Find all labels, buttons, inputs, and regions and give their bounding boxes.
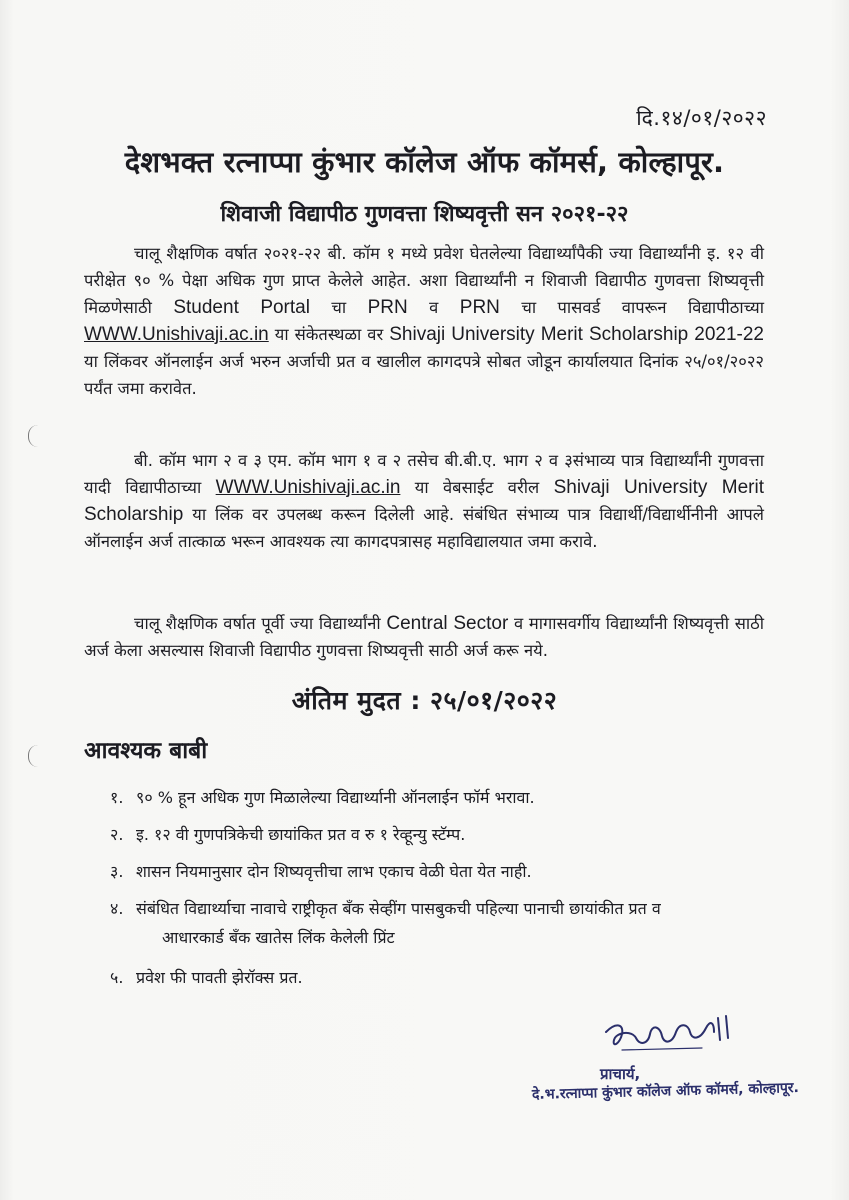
principal-signature: [602, 1010, 752, 1060]
prn-term: PRN: [367, 297, 408, 318]
p2-text-2: या वेबसाईट वरील: [400, 478, 554, 497]
list-item-text: प्रवेश फी पावती झेरॉक्स प्रत.: [136, 968, 303, 987]
paragraph-eligibility: [84, 240, 764, 402]
scheme-title: शिवाजी विद्यापीठ गुणवत्ता शिष्यवृत्ती सन २०२१-२२: [220, 202, 629, 227]
list-item-text: शासन नियमानुसार दोन शिष्यवृत्तीचा लाभ एकाच वेळी घेता येत नाही.: [136, 862, 532, 881]
deadline-notice: अंतिम मुदत : २५/०१/२०२२: [291, 686, 558, 715]
p1-text-2: चा: [309, 298, 368, 317]
university-website-link[interactable]: WWW.Unishivaji.ac.in: [84, 324, 269, 345]
list-item-number: २.: [110, 825, 124, 844]
margin-bracket-mark: [28, 425, 39, 447]
university-website-link[interactable]: WWW.Unishivaji.ac.in: [215, 477, 401, 498]
list-item: [110, 965, 790, 991]
central-sector-term: Central Sector: [386, 613, 509, 634]
p1-text-1: चालू शैक्षणिक वर्षात २०२१-२२ बी. कॉम १ मध्ये प्रवेश घेतलेल्या विद्यार्थ्यांपैकी ज्या विद्यार्थ्यांनी इ. १२ वी परीक्षेत ९० % पेक्षा अधिक गुण प्राप्त केलेले आहेत. अशा विद्यार्थ्यांनी न शिवाजी विद्यापीठ गुणवत्ता शिष्यवृत्ती मिळणेसाठी: [84, 244, 764, 317]
list-item-number: ४.: [110, 899, 124, 918]
p1-text-3: व: [407, 298, 460, 317]
margin-bracket-mark: [28, 745, 39, 767]
p3-text-1: चालू शैक्षणिक वर्षात पूर्वी ज्या विद्यार्थ्यांनी: [134, 614, 387, 633]
list-item: [110, 859, 790, 885]
list-item-number: ५.: [110, 968, 124, 987]
p1-text-6: या लिंकवर ऑनलाईन अर्ज भरुन अर्जाची प्रत व खालील कागदपत्रे सोबत जोडून कार्यालयात दिनांक २५/०१/२०२२ पर्यंत जमा करावेत.: [84, 352, 764, 398]
paragraph-exclusion: [84, 610, 764, 664]
signatory-designation: प्राचार्य,: [600, 1065, 641, 1083]
list-item-number: १.: [110, 788, 124, 807]
list-item-text-line: संबंधित विद्यार्थ्याचा नावाचे राष्ट्रीकृत बँक सेव्हींग पासबुकची पहिल्या पानाची छायांकीत प्रत व: [136, 899, 661, 918]
prn-term: PRN: [459, 297, 500, 318]
list-item-text: इ. १२ वी गुणपत्रिकेची छायांकित प्रत व रु १ रेव्हून्यु स्टॅम्प.: [136, 825, 466, 844]
p3-text-2: व मागासवर्गीय विद्यार्थ्यांनी शिष्यवृत्ती साठी अर्ज केला असल्यास शिवाजी विद्यापीठ गुणवत्ता शिष्यवृत्ती साठी अर्ज करू नये.: [84, 614, 764, 660]
list-item: [110, 822, 790, 848]
list-item-number: ३.: [110, 862, 124, 881]
requirements-heading: आवश्यक बाबी: [84, 738, 208, 764]
college-name: देशभक्त रत्नाप्पा कुंभार कॉलेज ऑफ कॉमर्स, कोल्हापूर.: [124, 145, 725, 179]
student-portal-term: Student Portal: [173, 297, 310, 318]
paragraph-merit-list: [84, 447, 764, 555]
requirements-list: [110, 785, 790, 1002]
list-item-text-continuation: आधारकार्ड बँक खातेस लिंक केलेली प्रिंट: [162, 928, 395, 947]
p1-text-5: या संकेतस्थळा वर: [268, 325, 390, 344]
signatory-organization: दे.भ.रत्नाप्पा कुंभार कॉलेज ऑफ कॉमर्स, कोल्हापूर.: [531, 1080, 800, 1103]
list-item-text: [136, 896, 790, 954]
p1-text-4: चा पासवर्ड वापरून विद्यापीठाच्या: [499, 298, 765, 317]
p2-text-1: बी. कॉम भाग २ व ३ एम. कॉम भाग १ व २ तसेच बी.बी.ए. भाग २ व ३संभाव्य पात्र विद्यार्थ्यांनी गुणवत्ता यादी विद्यापीठाच्या: [84, 451, 764, 497]
scholarship-name: Shivaji University Merit Scholarship: [84, 477, 764, 525]
list-item: [110, 785, 790, 811]
list-item-text: ९० % हून अधिक गुण मिळालेल्या विद्यार्थ्यानी ऑनलाईन फॉर्म भरावा.: [136, 788, 535, 807]
scholarship-name: Shivaji University Merit Scholarship 2021-22: [389, 324, 764, 345]
p2-text-3: या लिंक वर उपलब्ध करून दिलेली आहे. संबंधित संभाव्य पात्र विद्यार्थी/विद्यार्थीनीनी आपले ऑनलाईन अर्ज तात्काळ भरून आवश्यक त्या कागदपत्रासह महाविद्यालयात जमा करावे.: [84, 505, 764, 551]
document-date: दि.१४/०१/२०२२: [636, 106, 767, 130]
list-item: [110, 896, 790, 954]
